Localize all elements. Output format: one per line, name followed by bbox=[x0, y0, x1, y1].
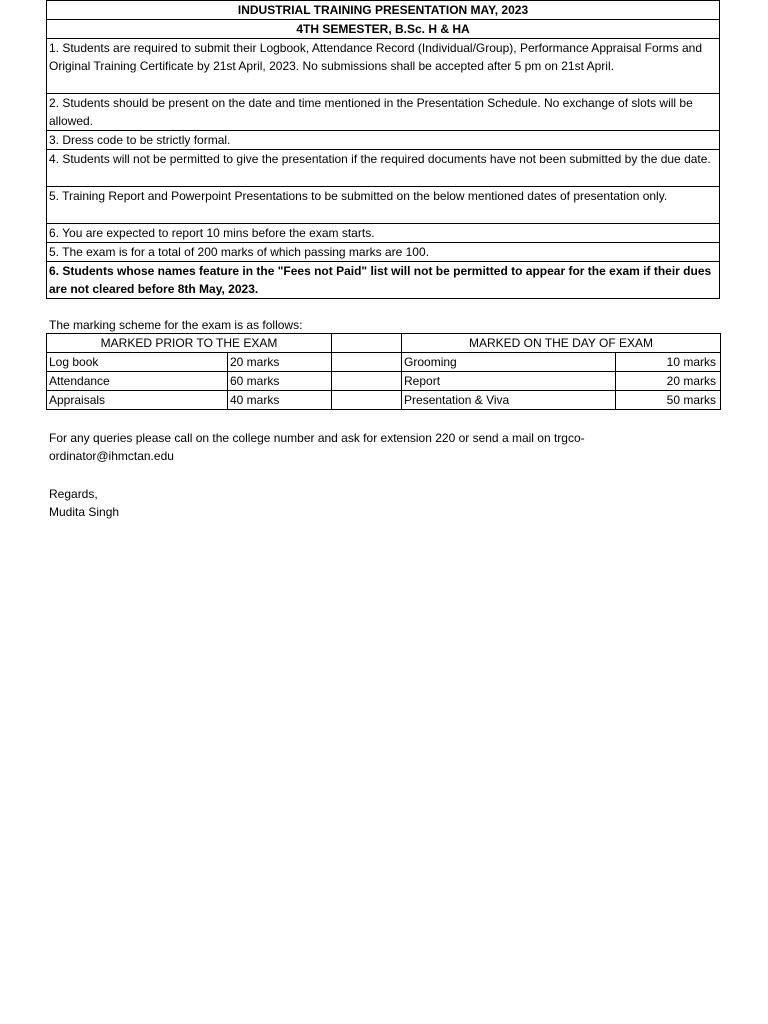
queries-line: For any queries please call on the college number and ask for extension 220 or send a mail on trgco- bbox=[49, 431, 585, 445]
queries-note bbox=[49, 429, 649, 465]
signature-block bbox=[49, 485, 649, 521]
marking-scheme-table bbox=[46, 333, 721, 410]
regards-text: Regards, bbox=[49, 487, 98, 501]
prior-marks: 60 marks bbox=[228, 372, 332, 391]
instruction-item: 1. Students are required to submit their Logbook, Attendance Record (Individual/Group), Performance Appraisal Forms and Original Training Certificate by 21st April, 2023. No submissions shall be accepted after 5 pm on 21st April. bbox=[47, 39, 720, 94]
prior-marks: 20 marks bbox=[228, 353, 332, 372]
day-marks: 10 marks bbox=[616, 353, 721, 372]
instructions-table bbox=[46, 0, 720, 299]
spacer-cell bbox=[332, 353, 402, 372]
marking-header-row bbox=[47, 334, 721, 353]
day-item: Report bbox=[402, 372, 616, 391]
instruction-item: 6. You are expected to report 10 mins before the exam starts. bbox=[47, 224, 720, 243]
day-item: Presentation & Viva bbox=[402, 391, 616, 410]
marking-scheme-caption: The marking scheme for the exam is as follows: bbox=[49, 318, 303, 332]
instruction-item: 2. Students should be present on the date and time mentioned in the Presentation Schedule. No exchange of slots will be allowed. bbox=[47, 94, 720, 131]
table-row bbox=[47, 353, 721, 372]
queries-email[interactable]: ordinator@ihmctan.edu bbox=[49, 449, 174, 463]
table-row bbox=[47, 372, 721, 391]
instruction-item: 4. Students will not be permitted to give the presentation if the required documents have not been submitted by the due date. bbox=[47, 150, 720, 187]
document-title: INDUSTRIAL TRAINING PRESENTATION MAY, 2023 bbox=[47, 1, 720, 20]
spacer-cell bbox=[332, 334, 402, 353]
spacer-cell bbox=[332, 391, 402, 410]
instruction-item-fees: 6. Students whose names feature in the "Fees not Paid" list will not be permitted to appear for the exam if their dues are not cleared before 8th May, 2023. bbox=[47, 262, 720, 299]
spacer-cell bbox=[332, 372, 402, 391]
signatory-name: Mudita Singh bbox=[49, 505, 120, 519]
day-marks: 20 marks bbox=[616, 372, 721, 391]
instruction-item: 3. Dress code to be strictly formal. bbox=[47, 131, 720, 150]
document-subtitle: 4TH SEMESTER, B.Sc. H & HA bbox=[47, 20, 720, 39]
prior-exam-header: MARKED PRIOR TO THE EXAM bbox=[47, 334, 332, 353]
day-marks: 50 marks bbox=[616, 391, 721, 410]
table-row bbox=[47, 391, 721, 410]
prior-item: Attendance bbox=[47, 372, 228, 391]
day-item: Grooming bbox=[402, 353, 616, 372]
notice-sheet bbox=[46, 0, 720, 299]
instruction-item: 5. Training Report and Powerpoint Presentations to be submitted on the below mentioned dates of presentation only. bbox=[47, 187, 720, 224]
prior-marks: 40 marks bbox=[228, 391, 332, 410]
prior-item: Log book bbox=[47, 353, 228, 372]
day-exam-header: MARKED ON THE DAY OF EXAM bbox=[402, 334, 721, 353]
instruction-item: 5. The exam is for a total of 200 marks of which passing marks are 100. bbox=[47, 243, 720, 262]
prior-item: Appraisals bbox=[47, 391, 228, 410]
